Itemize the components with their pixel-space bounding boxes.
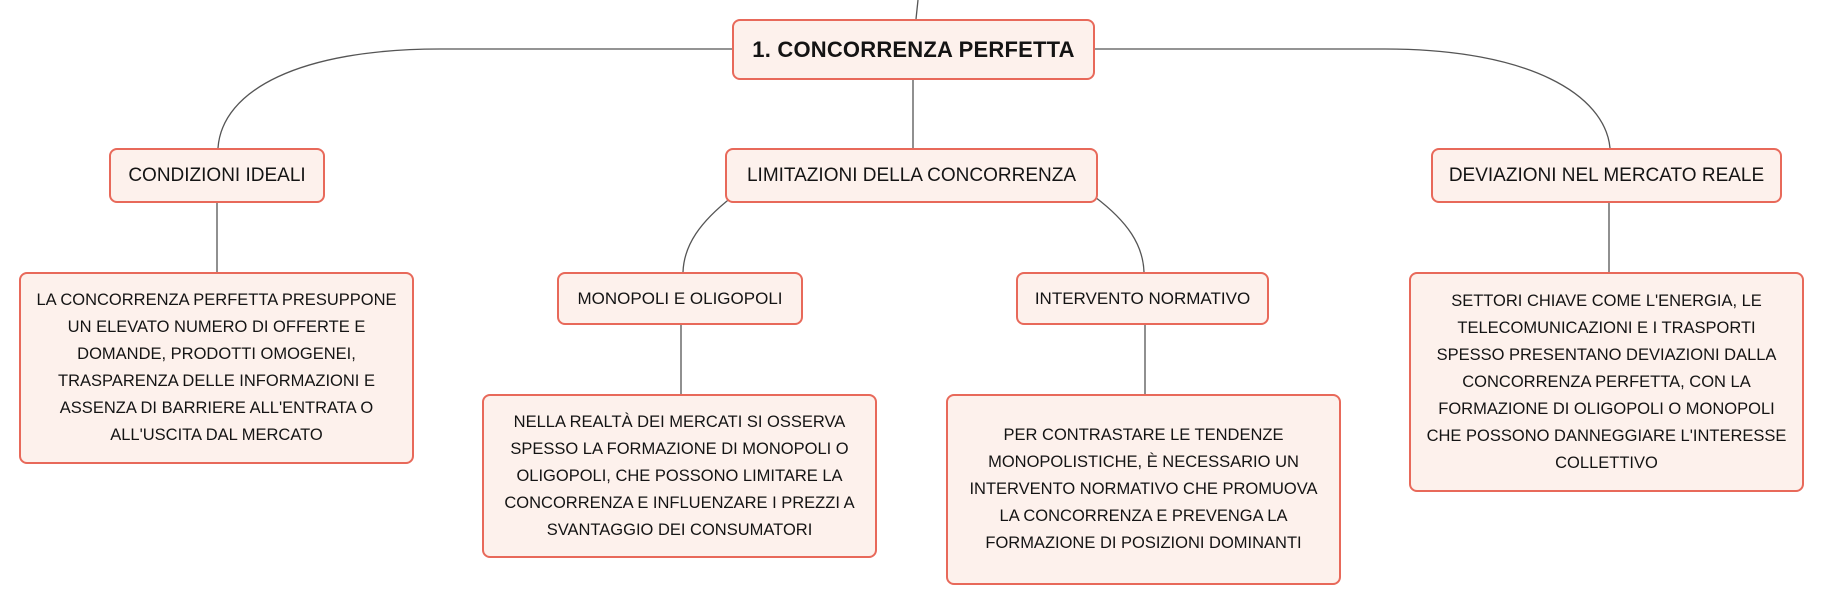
topic-condizioni-ideali-label: CONDIZIONI IDEALI xyxy=(128,164,306,186)
topic-deviazioni-mercato[interactable] xyxy=(1431,148,1782,203)
topic-limitazioni-concorrenza-label: LIMITAZIONI DELLA CONCORRENZA xyxy=(746,164,1077,186)
detail-deviazioni-mercato-text: SETTORI CHIAVE COME L'ENERGIA, LE TELECOMUNICAZIONI E I TRASPORTI SPESSO PRESENTANO DEVIAZIONI DALLA CONCORRENZA PERFETTA, CON LA FORMAZIONE DI OLIGOPOLI O MONOPOLI CHE POSSONO DANNEGGIARE L'INTERESSE COLLETTIVO xyxy=(1426,291,1787,472)
connector-root-condizioni xyxy=(218,49,732,148)
detail-condizioni-ideali[interactable] xyxy=(19,272,414,464)
connector-parent-root xyxy=(916,0,918,19)
topic-condizioni-ideali[interactable] xyxy=(109,148,325,203)
subtopic-intervento-normativo-label: INTERVENTO NORMATIVO xyxy=(1034,288,1251,308)
root-label: 1. CONCORRENZA PERFETTA xyxy=(752,36,1075,62)
connector-limitazioni-intervento xyxy=(1095,197,1144,272)
detail-condizioni-ideali-text: LA CONCORRENZA PERFETTA PRESUPPONE UN ELEVATO NUMERO DI OFFERTE E DOMANDE, PRODOTTI OMOGENEI, TRASPARENZA DELLE INFORMAZIONI E ASSENZA DI BARRIERE ALL'ENTRATA O ALL'USCITA DAL MERCATO xyxy=(36,291,397,444)
detail-intervento-normativo-text: PER CONTRASTARE LE TENDENZE MONOPOLISTICHE, È NECESSARIO UN INTERVENTO NORMATIVO CHE PROMUOVA LA CONCORRENZA E PREVENGA LA FORMAZIONE DI POSIZIONI DOMINANTI xyxy=(969,426,1318,552)
detail-monopoli-oligopoli[interactable] xyxy=(482,394,877,558)
connector-limitazioni-monopoli xyxy=(683,197,732,272)
connector-root-deviazioni xyxy=(1095,49,1610,148)
subtopic-monopoli-oligopoli-label: MONOPOLI E OLIGOPOLI xyxy=(577,288,783,308)
topic-limitazioni-concorrenza[interactable] xyxy=(725,148,1098,203)
subtopic-intervento-normativo[interactable] xyxy=(1016,272,1269,325)
root-node[interactable] xyxy=(732,19,1095,80)
subtopic-monopoli-oligopoli[interactable] xyxy=(557,272,803,325)
detail-monopoli-oligopoli-text: NELLA REALTÀ DEI MERCATI SI OSSERVA SPESSO LA FORMAZIONE DI MONOPOLI O OLIGOPOLI, CHE POSSONO LIMITARE LA CONCORRENZA E INFLUENZARE I PREZZI A SVANTAGGIO DEI CONSUMATORI xyxy=(504,412,855,539)
topic-deviazioni-mercato-label: DEVIAZIONI NEL MERCATO REALE xyxy=(1448,164,1765,186)
detail-deviazioni-mercato[interactable] xyxy=(1409,272,1804,492)
detail-intervento-normativo[interactable] xyxy=(946,394,1341,585)
